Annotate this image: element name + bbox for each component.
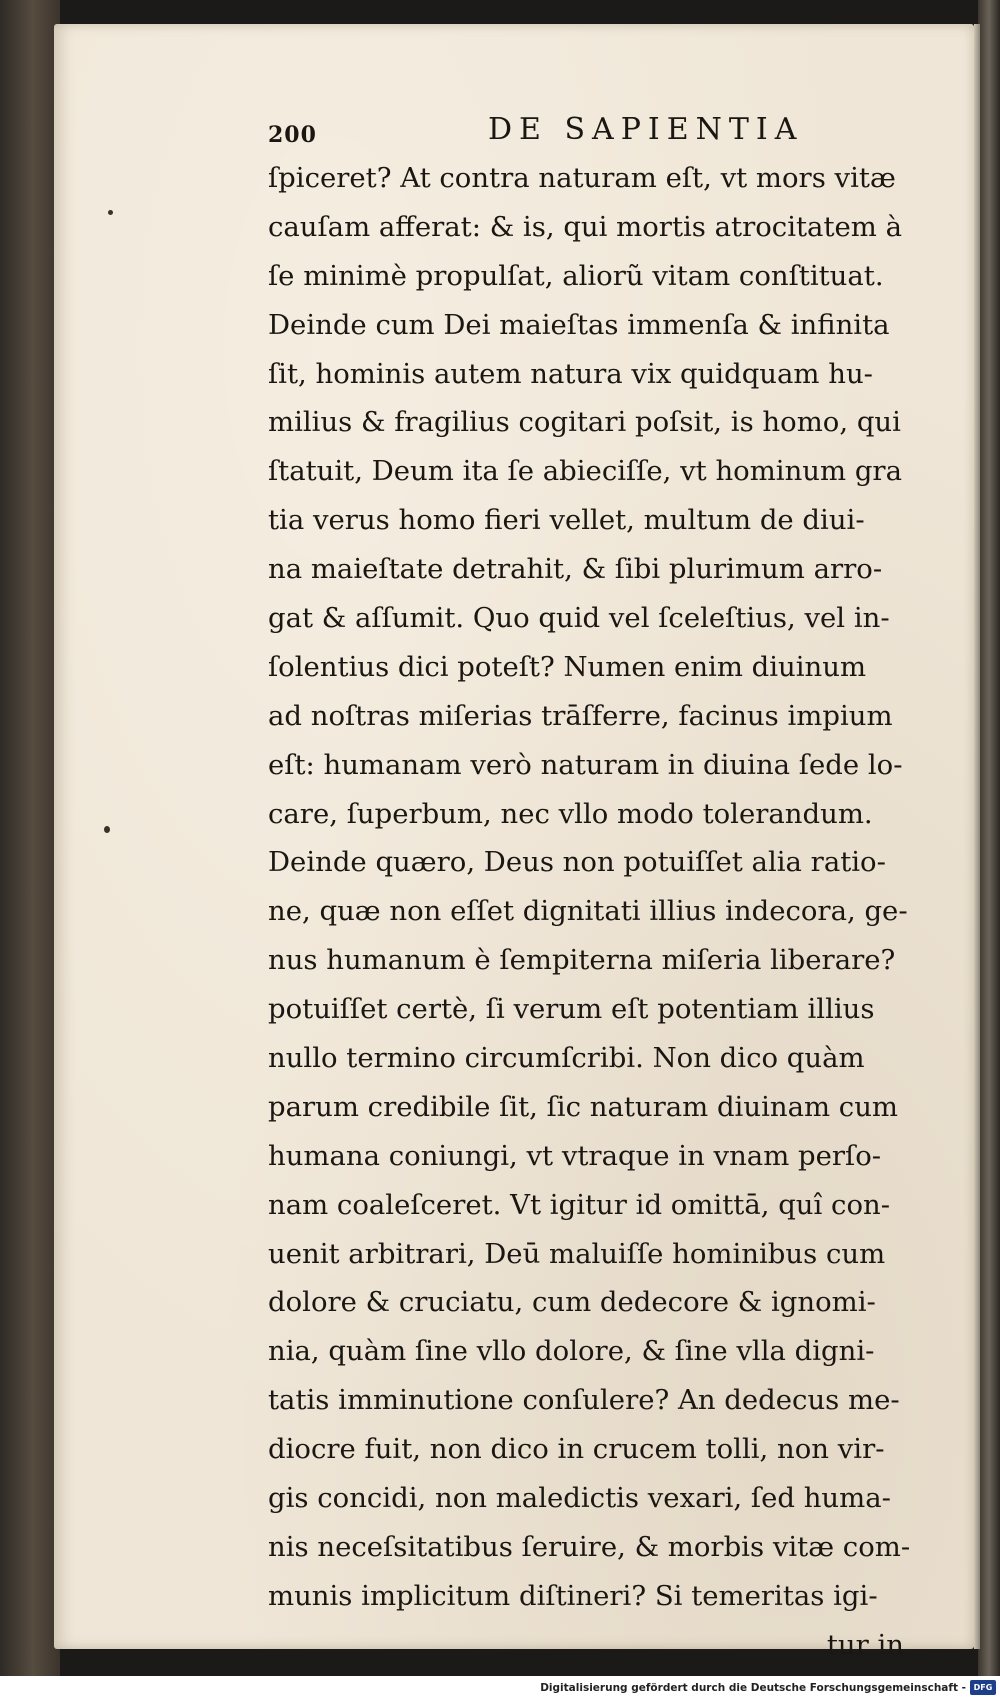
text-line: dolore & cruciatu, cum dedecore & ignomi- xyxy=(268,1286,876,1319)
text-line: gis concidi, non maledictis vexari, ſed huma- xyxy=(268,1482,891,1515)
page-header xyxy=(268,112,908,156)
text-line: tatis imminutione conſulere? An dedecus me- xyxy=(268,1384,900,1417)
text-line: potuiſſet certè, ſi verum eſt potentiam illius xyxy=(268,993,875,1026)
text-line: eſt: humanam verò naturam in diuina ſede lo- xyxy=(268,748,903,781)
text-line: milius & fragilius cogitari poſsit, is homo, qui xyxy=(268,406,901,439)
page-edge xyxy=(974,24,980,1649)
text-line: nus humanum è ſempiterna miſeria liberare? xyxy=(268,944,896,977)
book-spine-shadow xyxy=(0,0,60,1676)
text-line: ſpiceret? At contra naturam eſt, vt mors vitæ xyxy=(268,162,896,194)
text-line: uenit arbitrari, Deū maluiſſe hominibus cum xyxy=(268,1237,886,1270)
text-line: diocre fuit, non dico in crucem tolli, non vir- xyxy=(268,1433,885,1466)
paper-speck xyxy=(108,210,113,215)
text-line: Deinde quæro, Deus non potuiſſet alia ratio- xyxy=(268,846,886,879)
text-line: nullo termino circumſcribi. Non dico quàm xyxy=(268,1042,865,1075)
text-line: cauſam afferat: & is, qui mortis atrocitatem à xyxy=(268,210,902,243)
paper-speck xyxy=(104,826,110,833)
text-line: nis neceſsitatibus ſeruire, & morbis vitæ com- xyxy=(268,1530,911,1563)
text-line: Deinde cum Dei maieſtas immenſa & infinita xyxy=(268,308,890,341)
text-line: parum credibile ſit, ſic naturam diuinam cum xyxy=(268,1090,898,1123)
footer-bar xyxy=(0,1676,1000,1701)
text-line: gat & aſſumit. Quo quid vel ſceleſtius, vel in- xyxy=(268,602,890,635)
text-line: ne, quæ non eſſet dignitati illius indecora, ge- xyxy=(268,895,908,928)
running-head: DE SAPIENTIA xyxy=(488,112,804,147)
text-line: tia verus homo fieri vellet, multum de diui- xyxy=(268,504,865,537)
text-line: ſe minimè propulſat, aliorũ vitam conſtituat. xyxy=(268,259,884,292)
text-line: nia, quàm ſine vllo dolore, & ſine vlla digni- xyxy=(268,1335,875,1368)
page-number: 200 xyxy=(268,122,317,148)
dfg-logo-icon: DFG xyxy=(970,1680,996,1695)
body-text xyxy=(268,154,911,1670)
text-line: ſit, hominis autem natura vix quidquam hu- xyxy=(268,357,873,390)
text-line: na maieſtate detrahit, & ſibi plurimum arro- xyxy=(268,553,883,586)
text-line: ſolentius dici poteſt? Numen enim diuinum xyxy=(268,650,867,683)
text-line: ſtatuit, Deum ita ſe abieciſſe, vt hominum gra xyxy=(268,455,902,488)
book-cover-edge xyxy=(978,0,1000,1676)
text-line: care, ſuperbum, nec vllo modo tolerandum. xyxy=(268,797,873,830)
text-line: munis implicitum diſtineri? Si temeritas igi- xyxy=(268,1579,878,1612)
funding-credit: Digitalisierung gefördert durch die Deutsche Forschungsgemeinschaft - xyxy=(540,1682,966,1694)
text-line: ad noſtras miſerias trāſferre, facinus impium xyxy=(268,699,893,732)
text-line: humana coniungi, vt vtraque in vnam perſo- xyxy=(268,1139,882,1172)
text-line: nam coaleſceret. Vt igitur id omittā, quî con- xyxy=(268,1188,891,1221)
catchword: tur in xyxy=(826,1628,904,1661)
